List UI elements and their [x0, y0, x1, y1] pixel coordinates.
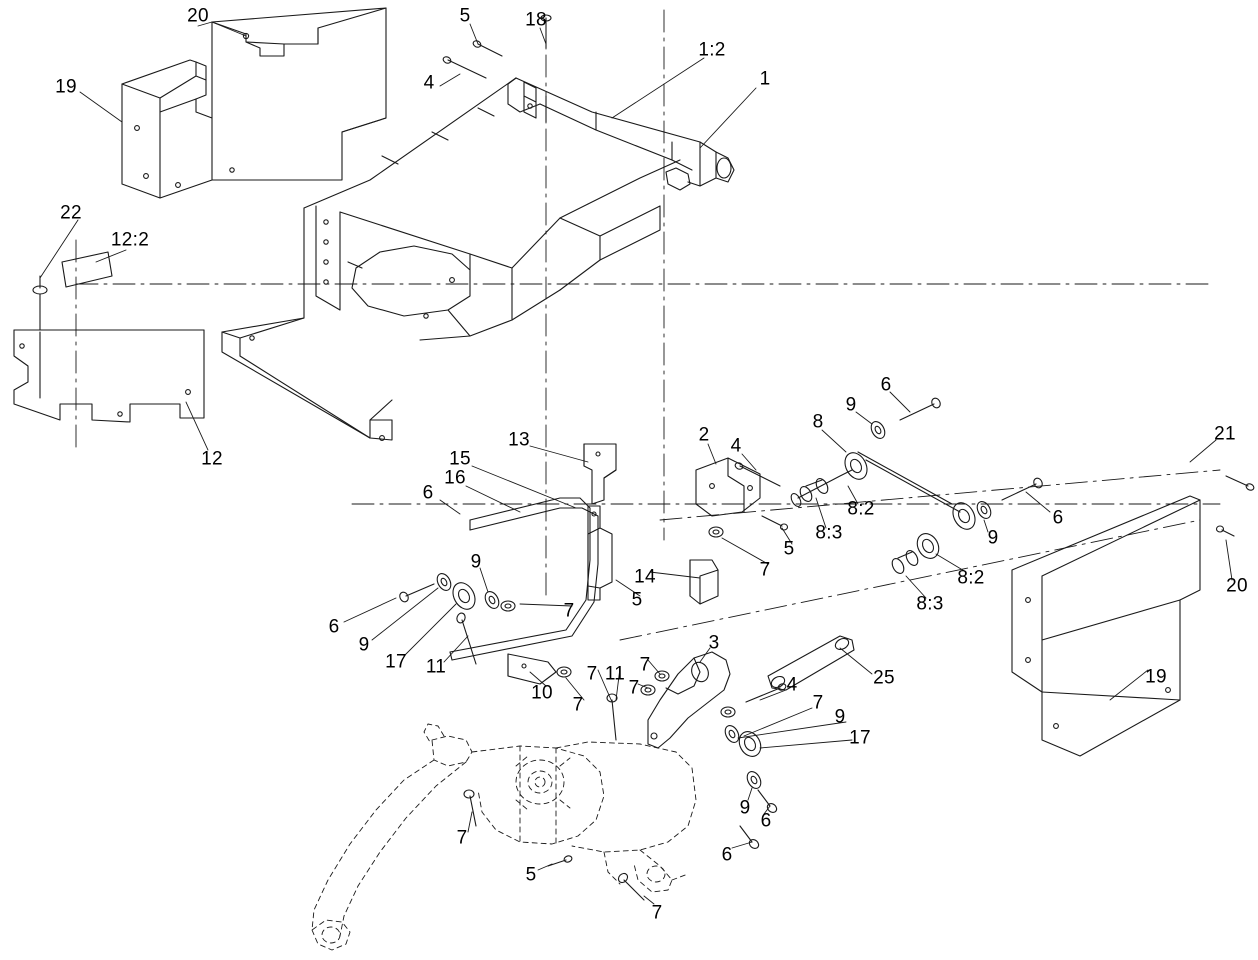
- callout-number: 14: [634, 566, 656, 588]
- callout-number: 7: [812, 692, 824, 714]
- callout-number: 4: [786, 674, 798, 696]
- callout-number: 8:3: [815, 522, 843, 544]
- callout-number: 25: [873, 667, 895, 689]
- callout-number: 7: [651, 902, 663, 924]
- callout-number: 6: [880, 374, 892, 396]
- part-14-bracket: [690, 560, 718, 604]
- callout-number: 1: [759, 68, 771, 90]
- part-9-washer-upper: [868, 419, 887, 441]
- callout-number: 5: [783, 538, 795, 560]
- callout-number: 12:2: [110, 229, 150, 251]
- part-9-washer-left: [434, 571, 501, 611]
- callout-number: 3: [708, 632, 720, 654]
- part-7-bolt-bottom: [617, 872, 644, 900]
- callout-number: 7: [639, 654, 651, 676]
- part-1-2-bracket: [524, 82, 546, 122]
- part-6-bolt-right: [1002, 477, 1044, 500]
- callout-number: 8: [812, 411, 824, 433]
- transaxle-phantom-assembly: [312, 724, 696, 950]
- callout-number: 9: [470, 551, 482, 573]
- callout-number: 4: [423, 72, 435, 94]
- part-7-washer-left: [501, 601, 515, 611]
- part-19-left-shield: [122, 60, 212, 198]
- callout-number: 5: [459, 5, 471, 27]
- callout-number: 5: [525, 864, 537, 886]
- callout-number: 5: [631, 589, 643, 611]
- callout-number: 12: [201, 448, 223, 470]
- callout-number: 9: [845, 394, 857, 416]
- callout-number: 9: [834, 706, 846, 728]
- callout-number: 4: [730, 435, 742, 457]
- part-7-washer-mid: [709, 527, 723, 537]
- part-4-pin-top: [442, 56, 486, 78]
- callout-number: 11: [425, 656, 447, 678]
- part-8-rod-upper: [789, 449, 979, 533]
- callout-number: 22: [60, 202, 82, 224]
- part-5-screw-top: [472, 40, 502, 56]
- callout-number: 19: [55, 76, 77, 98]
- callout-number: 10: [531, 682, 553, 704]
- part-12-2-decal: [62, 252, 112, 287]
- callout-number: 19: [1145, 666, 1167, 688]
- callout-number: 6: [422, 482, 434, 504]
- callout-number: 2: [698, 424, 710, 446]
- callout-number: 8:2: [957, 567, 985, 589]
- callout-number: 7: [586, 663, 598, 685]
- callout-number: 17: [849, 727, 871, 749]
- callout-number: 17: [385, 651, 407, 673]
- callout-number: 21: [1214, 423, 1236, 445]
- callout-number: 9: [739, 797, 751, 819]
- part-4-pin-mid: [734, 462, 780, 486]
- callout-number: 11: [604, 663, 626, 685]
- callout-number: 7: [572, 694, 584, 716]
- callout-number: 20: [187, 5, 209, 27]
- part-20-upper-shield-panel: [212, 8, 386, 180]
- part-1-main-frame: [222, 78, 734, 440]
- callout-number: 9: [987, 527, 999, 549]
- callout-number: 7: [456, 827, 468, 849]
- part-22-fastener: [33, 276, 47, 330]
- callout-number: 6: [721, 844, 733, 866]
- callout-number: 7: [563, 600, 575, 622]
- part-25-link-bar: [768, 636, 854, 690]
- part-5-screw-mid: [762, 516, 788, 530]
- part-3-lever: [648, 652, 730, 748]
- callout-number: 8:3: [916, 593, 944, 615]
- callout-number: 6: [1052, 507, 1064, 529]
- callout-number: 8:2: [847, 498, 875, 520]
- part-6-bolt-left: [398, 584, 434, 603]
- part-21-fastener: [1226, 476, 1255, 491]
- part-2-plate: [696, 458, 760, 516]
- part-16-rod: [450, 498, 598, 660]
- callout-number: 18: [525, 9, 547, 31]
- center-lines: [76, 10, 1220, 640]
- part-20-right-fastener: [1217, 526, 1235, 536]
- part-13-bracket: [584, 444, 616, 504]
- callout-number: 7: [759, 559, 771, 581]
- callout-number: 13: [508, 429, 530, 451]
- part-15-bracket: [588, 506, 612, 600]
- callout-number: 20: [1226, 575, 1248, 597]
- callout-number: 1:2: [698, 39, 726, 61]
- part-17-bushing-right: [735, 728, 765, 760]
- callout-number: 16: [444, 467, 466, 489]
- callout-number: 6: [760, 810, 772, 832]
- part-8-3-spacer-lower: [890, 549, 920, 576]
- part-19-right-shield: [1012, 496, 1200, 756]
- part-17-bushing-left: [449, 579, 480, 613]
- callout-number: 15: [449, 448, 471, 470]
- callout-number: 9: [358, 634, 370, 656]
- callout-number: 7: [628, 677, 640, 699]
- part-9-washer-right: [974, 499, 993, 521]
- part-12-floor-plate: [14, 330, 204, 422]
- callout-number: 6: [328, 616, 340, 638]
- part-10-bracket: [508, 654, 556, 684]
